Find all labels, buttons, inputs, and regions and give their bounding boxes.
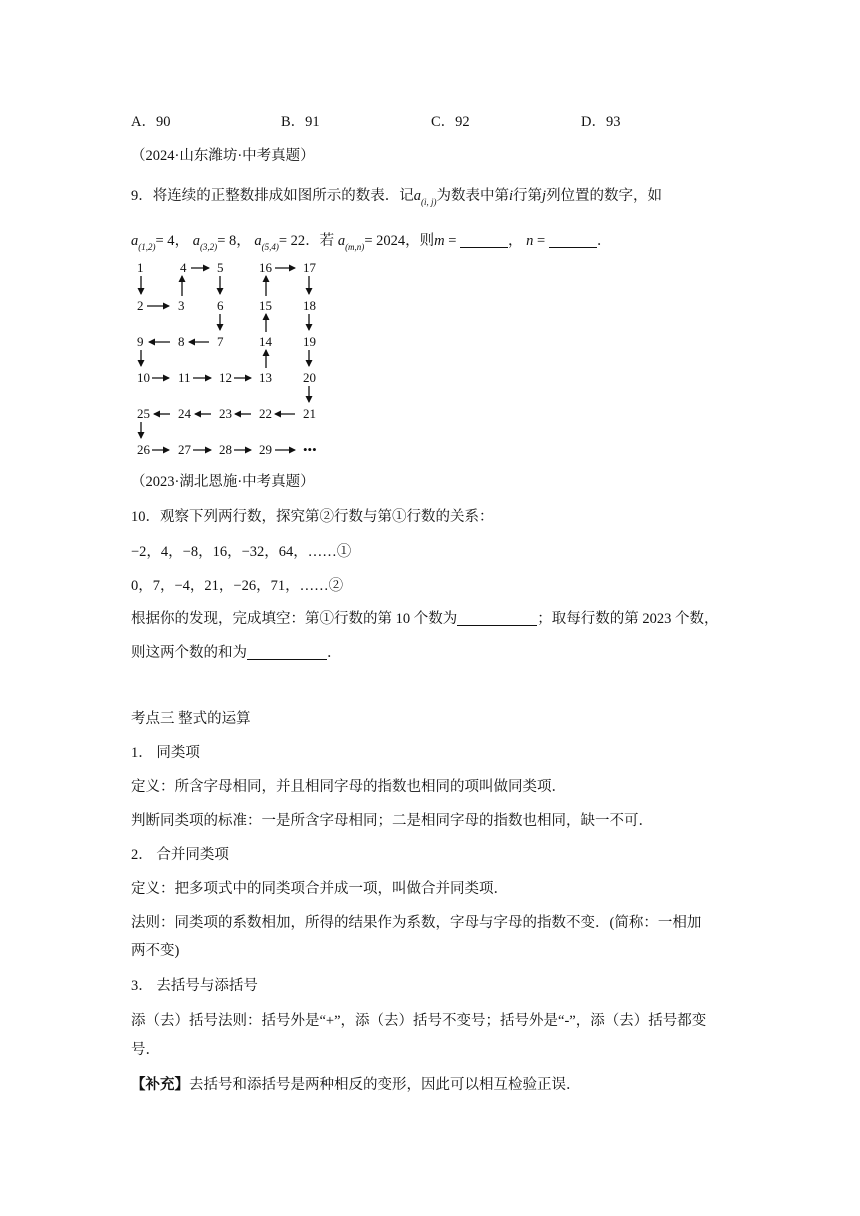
grid-cell: 1 bbox=[137, 262, 144, 275]
answer-blank-m[interactable] bbox=[460, 233, 508, 248]
grid-cell: ••• bbox=[303, 442, 317, 457]
grid-cell: 2 bbox=[137, 298, 144, 313]
q9-stem: 9．将连续的正整数排成如图所示的数表．记$a_{(i, j)}$为数表中第i行第j列位置的数字，如 bbox=[131, 188, 663, 207]
grid-arrows bbox=[141, 268, 309, 450]
grid-cell: 8 bbox=[178, 334, 185, 349]
option-c: C．92 bbox=[431, 114, 470, 130]
item1-criteria: 判断同类项的标准：一是所含字母相同；二是相同字母的指数也相同，缺一不可． bbox=[131, 813, 653, 829]
option-b: B．91 bbox=[281, 114, 320, 130]
option-d: D．93 bbox=[581, 114, 621, 130]
grid-cell: 21 bbox=[303, 406, 316, 421]
option-a: A．90 bbox=[131, 114, 171, 130]
section-heading: 考点三 整式的运算 bbox=[131, 711, 251, 727]
q9-examples: $a_{(1,2)}= 4$， $a_{(3,2)}= 8$， $a_{(5,4)}= 22$．若 $a_{(m,n)}= 2024$，则m = ， n = ． bbox=[131, 233, 612, 252]
grid-cell: 13 bbox=[259, 370, 272, 385]
item2-title: 2． 合并同类项 bbox=[131, 847, 229, 863]
item2-rule: 法则：同类项的系数相加，所得的结果作为系数，字母与字母的指数不变．(简称：一相加 bbox=[131, 915, 702, 931]
grid-cell: 7 bbox=[217, 334, 224, 349]
q10-task-2: 则这两个数的和为 ． bbox=[131, 645, 342, 661]
grid-cell: 18 bbox=[303, 298, 316, 313]
item3-title: 3． 去括号与添括号 bbox=[131, 978, 258, 994]
answer-blank-10th[interactable] bbox=[457, 611, 537, 626]
grid-cell: 15 bbox=[259, 298, 272, 313]
q10-intro: 10．观察下列两行数，探究第②行数与第①行数的关系： bbox=[131, 509, 494, 525]
q10-source: （2023·湖北恩施·中考真题） bbox=[131, 474, 315, 490]
grid-cell: 9 bbox=[137, 334, 144, 349]
grid-cell: 4 bbox=[180, 262, 187, 275]
grid-cell: 23 bbox=[219, 406, 232, 421]
grid-cell: 5 bbox=[217, 262, 224, 275]
item3-rule-cont: 号． bbox=[131, 1042, 160, 1058]
supplement bbox=[131, 1075, 581, 1095]
item1-definition: 定义：所含字母相同，并且相同字母的指数也相同的项叫做同类项． bbox=[131, 779, 566, 795]
answer-blank-n[interactable] bbox=[549, 233, 597, 248]
q10-row2: 0，7，−4，21，−26，71，……② bbox=[131, 578, 344, 594]
grid-cell: 10 bbox=[137, 370, 150, 385]
grid-cell: 20 bbox=[303, 370, 316, 385]
q9-source: （2024·山东潍坊·中考真题） bbox=[131, 148, 315, 164]
grid-cell: 29 bbox=[259, 442, 272, 457]
grid-cell: 24 bbox=[178, 406, 191, 421]
grid-cell: 11 bbox=[178, 370, 191, 385]
grid-cell: 6 bbox=[217, 298, 224, 313]
grid-cell: 25 bbox=[137, 406, 150, 421]
grid-cell: 28 bbox=[219, 442, 232, 457]
item3-rule: 添（去）括号法则：括号外是“+”，添（去）括号不变号；括号外是“-”，添（去）括号都变 bbox=[131, 1013, 707, 1029]
q10-task: 根据你的发现，完成填空：第①行数的第 10 个数为 ；取每行数的第 2023 个数， bbox=[131, 611, 719, 627]
grid-cell: 26 bbox=[137, 442, 150, 457]
grid-cell: 16 bbox=[259, 262, 272, 275]
grid-cell: 17 bbox=[303, 262, 316, 275]
item1-title: 1． 同类项 bbox=[131, 745, 200, 761]
q10-row1: −2，4，−8，16，−32，64，……① bbox=[131, 544, 352, 560]
grid-cell: 12 bbox=[219, 370, 232, 385]
grid-cell: 22 bbox=[259, 406, 272, 421]
answer-blank-sum[interactable] bbox=[247, 645, 327, 660]
item2-rule-cont: 两不变) bbox=[131, 943, 180, 959]
number-grid-figure bbox=[125, 262, 345, 466]
grid-cell: 14 bbox=[259, 334, 272, 349]
supplement-text: 去括号和添括号是两种相反的变形，因此可以相互检验正误． bbox=[189, 1077, 581, 1093]
grid-cell: 3 bbox=[178, 298, 185, 313]
grid-cell: 27 bbox=[178, 442, 191, 457]
item2-definition: 定义：把多项式中的同类项合并成一项，叫做合并同类项． bbox=[131, 881, 508, 897]
supplement-tag: 【补充】 bbox=[131, 1077, 189, 1093]
grid-cell: 19 bbox=[303, 334, 316, 349]
